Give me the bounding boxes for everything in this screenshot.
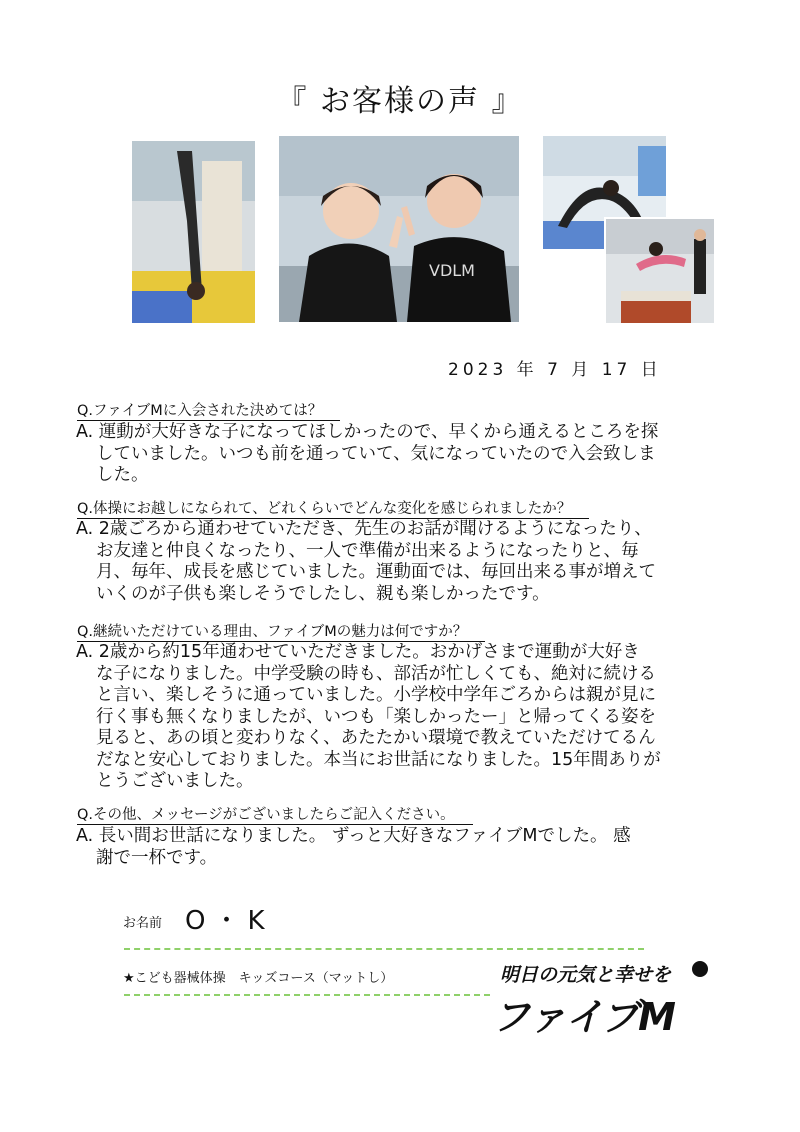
answer-line: お友達と仲良くなったり、一人で準備が出来るようになったりと、毎 [96, 540, 639, 561]
answer-line: していました。いつも前を通っていて、気になっていたので入会致しま [96, 443, 656, 464]
answer-line: だなと安心しておりました。本当にお世話になりました。15年間ありが [96, 749, 661, 770]
slogan: 明日の元気と幸せを [500, 964, 672, 986]
two-students-peace-sign-photo [279, 136, 519, 322]
answer-line: 行く事も無くなりましたが、いつも「楽しかったー」と帰ってくる姿を [96, 706, 656, 727]
answer-line: A. 2歳ごろから通わせていただき、先生のお話が聞けるようになったり、 [76, 519, 652, 539]
answer-line: いくのが子供も楽しそうでしたし、親も楽しかったです。 [96, 583, 550, 604]
name-label: お名前 [123, 916, 163, 931]
name-value: O・K [185, 906, 273, 936]
answer-line: 見ると、あの頃と変わりなく、あたたかい環境で教えていただけてるん [96, 728, 656, 748]
vault-photo [604, 217, 716, 325]
question-2: Q.体操にお越しになられて、どれくらいでどんな変化を感じられましたか？ [77, 500, 589, 519]
page-title: 『 お客様の声 』 [276, 84, 524, 119]
answer-line: 月、毎年、成長を感じていました。運動面では、毎回出来る事が増えて [96, 562, 656, 582]
question-4: Q.その他、メッセージがございましたらご記入ください。 [77, 806, 473, 825]
question-3: Q.継続いただけている理由、ファイブMの魅力は何ですか？ [77, 623, 485, 642]
answer-line: と言い、楽しそうに通っていました。小学校中学年ごろからは親が見に [96, 685, 656, 705]
answer-1 [76, 422, 716, 487]
answer-line: A. 長い間お世話になりました。 ずっと大好きなファイブMでした。 感 [76, 826, 631, 846]
answer-line: 謝で一杯です。 [96, 847, 218, 868]
svg-text:VDLM: VDLM [429, 261, 475, 280]
date: 2023 年 7 月 17 日 [448, 360, 662, 380]
answer-line: とうございました。 [96, 771, 254, 791]
answer-2 [76, 519, 716, 605]
answer-3 [76, 642, 716, 793]
answer-line: A. 運動が大好きな子になってほしかったので、早くから通えるところを探 [76, 422, 659, 442]
dashed-divider [124, 994, 490, 996]
answer-line: した。 [96, 465, 149, 485]
answer-line: な子になりました。中学受験の時も、部活が忙しくても、絶対に続ける [96, 663, 656, 684]
answer-4 [76, 826, 716, 869]
logo: ファイブM [492, 995, 675, 1039]
course-label: ★こども器械体操 キッズコース（マットし） [123, 971, 394, 986]
answer-line: A. 2歳から約15年通わせていただきました。おかげさまで運動が大好き [76, 642, 640, 662]
dashed-divider [124, 948, 644, 950]
handstand-photo [132, 141, 255, 323]
question-1: Q.ファイブMに入会された決めては？ [77, 402, 340, 421]
logo-dot-icon [692, 961, 708, 977]
